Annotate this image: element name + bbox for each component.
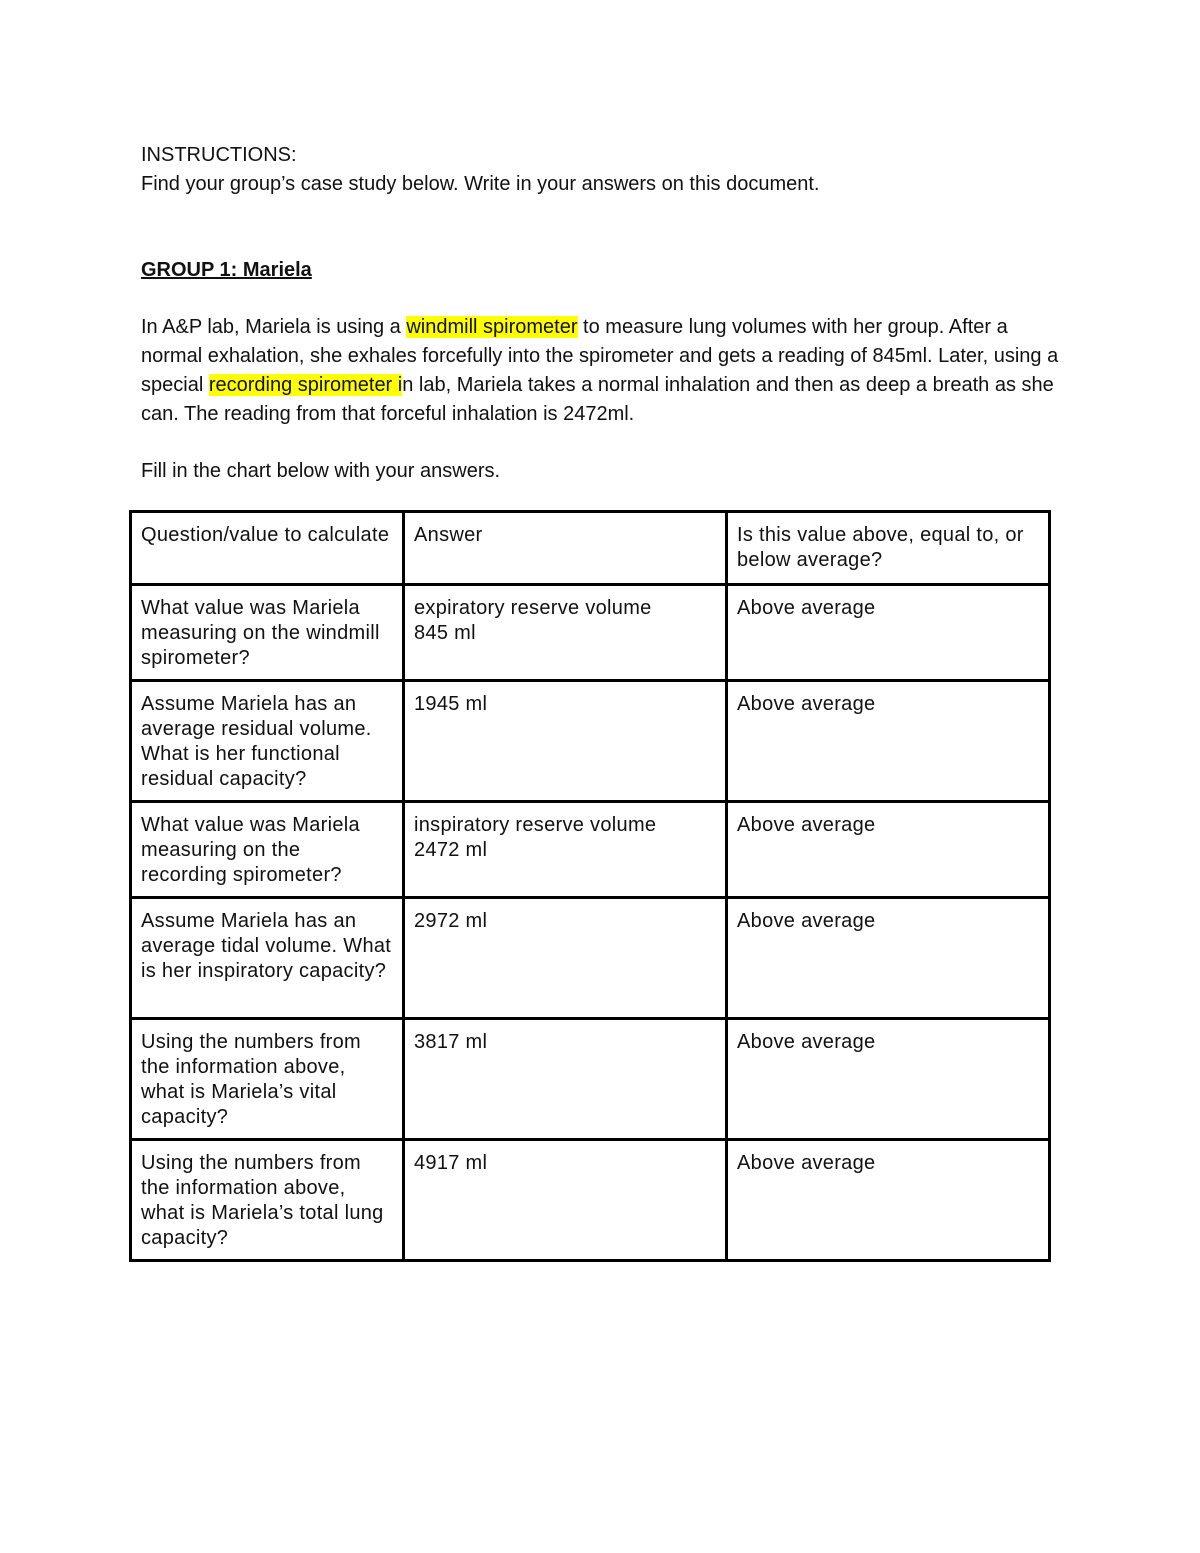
highlight-recording-spirometer: recording spirometer i [208, 374, 403, 396]
header-answer: Answer [404, 512, 727, 585]
document-body [141, 141, 1071, 486]
table-row [131, 681, 1050, 802]
case-study-text-2: to measure lung volumes with her group. After a normal exhalation, she exhales forcefully into the spirometer and gets a reading of 845ml. Later, using a special [141, 316, 1059, 396]
answer-cell[interactable] [404, 585, 727, 681]
answer-line-1: 3817 ml [414, 1031, 488, 1053]
question-cell: Assume Mariela has an average tidal volume. What is her inspiratory capacity? [131, 898, 404, 1019]
instructions-text: Find your group’s case study below. Write in your answers on this document. [141, 173, 820, 195]
answer-line-1: 2972 ml [414, 910, 488, 932]
comparison-cell[interactable]: Above average [727, 898, 1050, 1019]
answer-line-1: 4917 ml [414, 1152, 488, 1174]
answer-line-1: expiratory reserve volume [414, 597, 652, 619]
case-study-paragraph [141, 313, 1071, 429]
question-cell: Using the numbers from the information above, what is Mariela’s total lung capacity? [131, 1140, 404, 1261]
header-comparison: Is this value above, equal to, or below average? [727, 512, 1050, 585]
table-row [131, 1019, 1050, 1140]
question-cell: Using the numbers from the information above, what is Mariela’s vital capacity? [131, 1019, 404, 1140]
question-cell: What value was Mariela measuring on the recording spirometer? [131, 802, 404, 898]
comparison-cell[interactable]: Above average [727, 1140, 1050, 1261]
comparison-cell[interactable]: Above average [727, 1019, 1050, 1140]
answer-cell[interactable] [404, 1019, 727, 1140]
answer-cell[interactable] [404, 681, 727, 802]
comparison-cell[interactable]: Above average [727, 681, 1050, 802]
table-row [131, 898, 1050, 1019]
answer-line-1: 1945 ml [414, 693, 488, 715]
question-cell: What value was Mariela measuring on the windmill spirometer? [131, 585, 404, 681]
comparison-cell[interactable]: Above average [727, 802, 1050, 898]
table-header-row [131, 512, 1050, 585]
case-study-text-3: n lab, Mariela takes a normal inhalation and then as deep a breath as she can. The reading from that forceful inhalation is 2472ml. [141, 374, 1054, 425]
case-study-text-1: In A&P lab, Mariela is using a [141, 316, 407, 338]
highlight-windmill-spirometer: windmill spirometer [406, 316, 578, 338]
answer-line-1: inspiratory reserve volume [414, 814, 657, 836]
answer-cell[interactable] [404, 1140, 727, 1261]
answer-line-2: 845 ml [414, 622, 476, 644]
table-row [131, 1140, 1050, 1261]
question-cell: Assume Mariela has an average residual volume. What is her functional residual capacity? [131, 681, 404, 802]
answer-line-2: 2472 ml [414, 839, 488, 861]
answer-cell[interactable] [404, 802, 727, 898]
answer-cell[interactable] [404, 898, 727, 1019]
header-question: Question/value to calculate [131, 512, 404, 585]
table-row [131, 585, 1050, 681]
group-heading: GROUP 1: Mariela [141, 259, 312, 281]
instructions-heading: INSTRUCTIONS: [141, 144, 297, 166]
answers-table [129, 510, 1051, 1262]
fill-in-instruction: Fill in the chart below with your answers. [141, 460, 501, 482]
table-row [131, 802, 1050, 898]
comparison-cell[interactable]: Above average [727, 585, 1050, 681]
